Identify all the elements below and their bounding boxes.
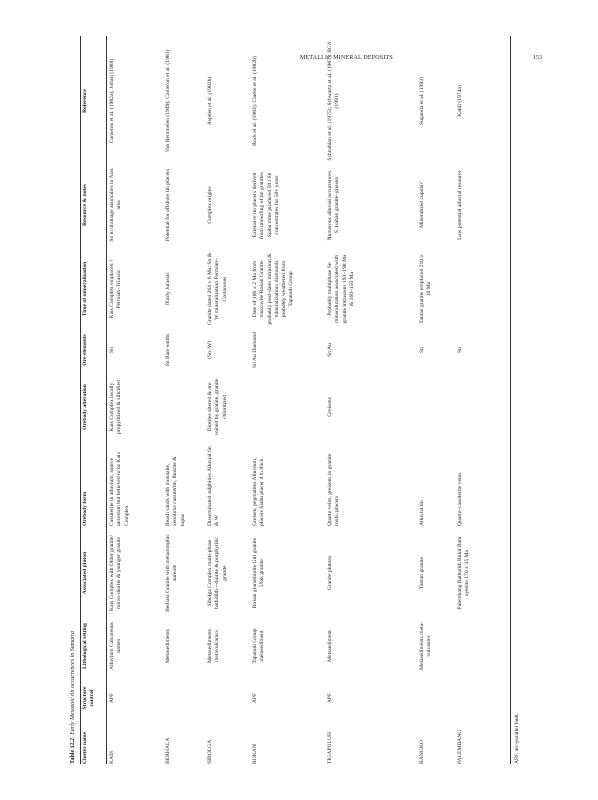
- cell-pluton: Tantan granite: [419, 556, 425, 590]
- header-reference: Reference: [82, 89, 88, 113]
- cell-pluton: Rokan granodiorite Giti granite Ulak granite: [252, 537, 266, 609]
- table-header-rule: [106, 36, 107, 764]
- cell-litho: Alluvium Calcareous sinters: [109, 622, 123, 670]
- header-form: Orebody form: [82, 491, 88, 526]
- cell-resource: Complex origins: [207, 186, 213, 224]
- header-litho: Lithological setting: [82, 623, 88, 669]
- cell-time: Date of 186 ± 2 Ma from muscovite Rokan Granite probably post-dates intrusion & mineralization; diamonds probably weathered from Tapanuli Group: [252, 253, 295, 325]
- cell-elements: Sn Au Diamond: [252, 331, 258, 369]
- cell-resource: Extensive tin placers derived from unroofing of tin granites. Siabu mine produced 50 t Sn concentrates for 50+ years: [252, 170, 280, 240]
- cell-litho: Metasediment: [327, 630, 333, 662]
- cell-litho: Metasediments meta-volcanics: [419, 622, 433, 670]
- cell-time: ?Early Jurassic: [165, 272, 171, 306]
- cell-alteration: Kais Complex locally propylitized & silicified: [109, 380, 123, 434]
- cell-resource: Low potential alluvial resource: [457, 170, 463, 240]
- header-elements: Ore elements: [82, 334, 88, 366]
- page-number: 153: [533, 55, 542, 61]
- cell-structure: APF: [327, 692, 333, 704]
- cell-reference: Katili (1974a): [457, 85, 463, 117]
- cell-pluton: Granite plutons: [327, 555, 333, 591]
- cell-name: SIBOLGA: [207, 739, 213, 764]
- header-pluton: Associated pluton: [82, 551, 88, 595]
- cell-elements: Sn: [109, 347, 115, 353]
- cell-litho: Metasediments: [165, 629, 171, 663]
- cell-form: Quartz veins, greisens in granite roofs, placers: [327, 453, 341, 526]
- cell-elements: (Sn–W): [207, 341, 213, 359]
- cell-time: Kais Complex emplaced ?Permian–Triassic: [109, 259, 123, 319]
- cell-pluton: Sibolga Complex multi-phase batholith—diorite & porphyritic granite: [207, 536, 228, 610]
- cell-name: TIGAPULUH: [327, 731, 333, 764]
- cell-reference: Aspden et al. (1982b): [207, 76, 213, 126]
- cell-resource: Mineralized cupola?: [419, 182, 425, 228]
- cell-time: Granite dated 264 ± 6 Ma; Sn & W mineralization Permian–Cretaceous: [207, 252, 228, 326]
- cell-reference: Cameron et al. (1982a); Johari (1988): [109, 58, 115, 144]
- cell-elements: Sn Rare earths: [165, 333, 171, 367]
- cell-alteration: Diorites altered & ore veined by granite, granite chloritized: [207, 378, 228, 436]
- cell-elements: Sn Au: [327, 343, 333, 357]
- cell-resource: Sn in drainage anomalies in Aias area: [109, 168, 123, 242]
- header-name: Cluster name: [82, 731, 88, 764]
- cell-elements: Sn: [457, 347, 463, 353]
- table-bottom-rule: [510, 36, 511, 764]
- cell-resource: Potential for offshore tin placers: [165, 168, 171, 242]
- cell-form: Alluvial tin: [419, 500, 425, 526]
- cell-pluton: Berhala Granite with metamorphic aureole: [165, 534, 179, 612]
- cell-reference: Van Bemmelen (1949); Cameron et al. (1981): [165, 49, 171, 153]
- cell-form: Quartz–cassiterite veins: [457, 472, 463, 526]
- cell-name: ROKAN: [252, 744, 258, 764]
- running-head-title: METALLIC MINERAL DEPOSITS: [300, 55, 393, 61]
- cell-structure: APF: [109, 692, 115, 704]
- cell-reference: Schnabino et al. (1975); Schwartz et al. (1987); JICA (1991): [327, 41, 341, 161]
- header-time: Time of mineralization: [82, 261, 88, 317]
- table-top-rule: [80, 36, 81, 764]
- cell-name: BANGKO: [419, 740, 425, 764]
- header-resource: Resource & notes: [82, 184, 88, 226]
- cell-time: Tantan granite emplaced 210 ± 10 Ma: [419, 254, 433, 324]
- cell-structure: APF: [252, 692, 258, 704]
- cell-form: Beach sands with monazite, xenotime cassiterite, fluorite & topaz: [165, 456, 186, 526]
- table-caption-label: Table 12.2: [70, 737, 76, 764]
- table-footnote: APF, arc-parallel fault.: [514, 712, 520, 764]
- cell-name: BERHALA: [165, 737, 171, 764]
- cell-elements: Sn: [419, 347, 425, 353]
- cell-alteration: Greisens: [327, 397, 333, 417]
- cell-reference: Rock et al. (1983); Clarke et al. (1982b): [252, 56, 258, 146]
- rotated-table: [65, 36, 535, 764]
- header-structure: Structure control: [82, 686, 95, 710]
- cell-reference: Suganda et al. (1993): [419, 77, 425, 125]
- cell-litho: Tapanuli Group metasediment: [252, 628, 266, 664]
- table-caption-text: Early Mesozoic tin occurrences in Sumatra: [70, 630, 76, 735]
- cell-form: Greisen, pegmatites Alluvium, placers Siabu placer 4 m thick: [252, 457, 266, 526]
- cell-pluton: Palembang Batholith Bukit Batu syenite 170 ± 35 Ma: [457, 536, 471, 610]
- table-caption: [70, 631, 76, 764]
- cell-litho: Metasediments metavolcanics: [207, 629, 221, 663]
- cell-name: PALEMBANG: [457, 729, 463, 764]
- header-alteration: Orebody alteration: [82, 384, 88, 430]
- cell-form: Cassiterite in alluvium, source uncertain but believed to be Kais Complex: [109, 452, 130, 526]
- cell-time: Probably multiphase Sn mineralization associated with granite intrusions 193–198 Ma & 160–150 Ma: [327, 254, 355, 324]
- cell-name: KAIS: [109, 750, 115, 764]
- cell-pluton: Kais Complex with Older granite/ micro-diorite & younger granite: [109, 534, 123, 612]
- cell-resource: Numerous alluvial occurrences. S. Isahan granite–greisen: [327, 169, 341, 241]
- cell-form: Disseminated sulphides Alluvial Sn & W: [207, 446, 221, 526]
